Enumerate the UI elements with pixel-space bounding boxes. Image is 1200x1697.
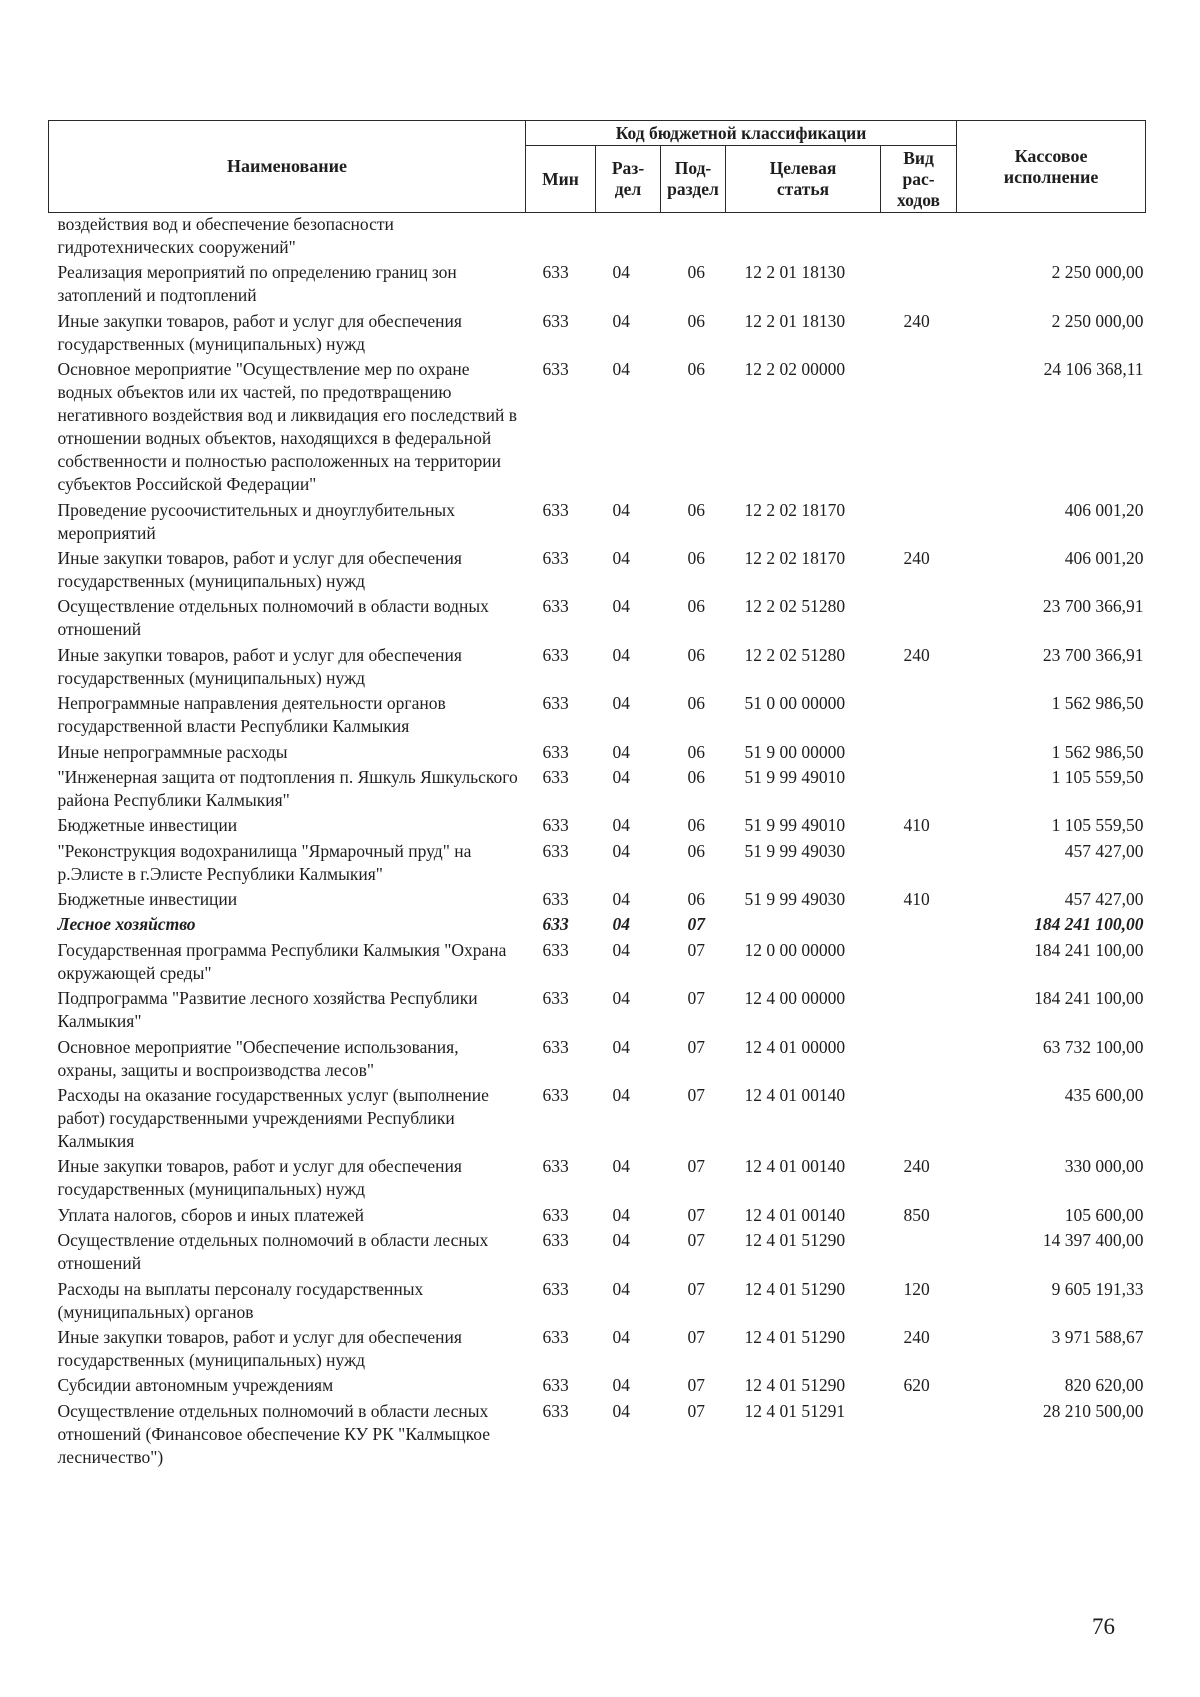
cell-name: Осуществление отдельных полномочий в области лесных отношений (Финансовое обеспечение КУ РК "Калмыцкое лесничество") [57,1400,490,1467]
table-row [49,741,1146,766]
cell-min: 633 [542,766,569,787]
cell-vr: 410 [903,889,930,910]
table-row [49,1374,1146,1399]
cell-razdel: 04 [612,644,630,665]
table-row [49,1155,1146,1203]
cell-razdel: 04 [612,1375,630,1396]
cell-min: 633 [542,1375,569,1396]
cell-razdel: 04 [612,889,630,910]
cell-cs [726,213,881,262]
cell-min: 633 [542,840,569,861]
header-celevaya-text: Целевая статья [769,158,837,199]
cell-vr: 240 [903,310,930,331]
cell-razdel: 04 [612,766,630,787]
cell-sum: 184 241 100,00 [1034,939,1144,960]
cell-podr: 07 [687,988,705,1009]
cell-razdel: 04 [612,499,630,520]
cell-razdel: 04 [612,1278,630,1299]
cell-sum: 14 397 400,00 [1042,1230,1144,1251]
cell-razdel: 04 [612,741,630,762]
cell-sum: 3 971 588,67 [1051,1326,1144,1347]
table-row [49,1229,1146,1277]
cell-cs: 12 2 02 18170 [744,547,846,568]
cell-sum: 184 241 100,00 [1034,988,1144,1009]
cell-cs: 51 9 99 49010 [744,766,846,787]
table-row [49,547,1146,595]
table-row [49,1084,1146,1155]
cell-min: 633 [542,644,569,665]
cell-vr [881,840,957,888]
cell-min: 633 [542,1278,569,1299]
cell-name: Иные закупки товаров, работ и услуг для обеспечения государственных (муниципальных) нужд [57,644,462,688]
cell-cs: 12 4 01 51291 [744,1400,846,1421]
header-vid-text: Вид рас- ходов [897,147,940,210]
cell-name: Реализация мероприятий по определению границ зон затоплений и подтоплений [57,262,457,306]
cell-sum: 9 605 191,33 [1051,1278,1144,1299]
cell-sum: 1 562 986,50 [1051,741,1144,762]
cell-podr: 06 [687,262,705,283]
cell-vr [881,499,957,547]
cell-name: Иные непрограммные расходы [57,741,288,762]
cell-podr: 06 [687,766,705,787]
cell-cs: 12 2 02 00000 [744,359,846,380]
cell-sum: 2 250 000,00 [1051,262,1144,283]
cell-podr: 06 [687,840,705,861]
cell-podr: 06 [687,596,705,617]
cell-sum: 457 427,00 [1064,840,1144,861]
cell-min: 633 [542,310,569,331]
cell-name: Подпрограмма "Развитие лесного хозяйства Республики Калмыкия" [57,988,478,1032]
cell-sum: 2 250 000,00 [1051,310,1144,331]
cell-sum: 28 210 500,00 [1042,1400,1144,1421]
cell-podr: 07 [687,1375,705,1396]
cell-cs: 51 9 99 49030 [744,840,846,861]
table-body [49,213,1146,1472]
table-row [49,499,1146,547]
cell-podr: 07 [687,1156,705,1177]
cell-name: "Реконструкция водохранилища "Ярмарочный пруд" на р.Элисте в г.Элисте Республики Калмыкия" [57,840,472,884]
cell-razdel: 04 [612,596,630,617]
cell-vr [881,1084,957,1155]
cell-podr: 07 [687,1085,705,1106]
cell-razdel: 04 [612,1204,630,1225]
cell-podr: 07 [687,1036,705,1057]
cell-razdel: 04 [612,1036,630,1057]
cell-razdel: 04 [612,1156,630,1177]
cell-name: Лесное хозяйство [57,914,196,935]
cell-name: Иные закупки товаров, работ и услуг для обеспечения государственных (муниципальных) нужд [57,310,462,354]
cell-sum: 457 427,00 [1064,889,1144,910]
cell-vr [881,1036,957,1084]
cell-sum: 105 600,00 [1064,1204,1144,1225]
cell-name: Бюджетные инвестиции [57,815,238,836]
cell-cs: 12 4 01 00140 [744,1085,846,1106]
cell-vr [881,692,957,740]
cell-name: Основное мероприятие "Обеспечение использования, охраны, защиты и воспроизводства лесов" [57,1036,459,1080]
cell-vr: 240 [903,547,930,568]
cell-podr: 07 [687,914,705,935]
cell-razdel: 04 [612,988,630,1009]
cell-sum: 24 106 368,11 [1043,359,1144,380]
cell-podr: 06 [687,693,705,714]
cell-name: Основное мероприятие "Осуществление мер по охране водных объектов или их частей, по предотвращению негативного воздействия вод и ликвидация его последствий в отношении водных объектов, находящихся в федеральной собственности и полностью расположенных на территории субъектов Российской Федерации" [57,359,518,495]
cell-min: 633 [542,741,569,762]
cell-razdel: 04 [612,815,630,836]
cell-razdel: 04 [612,1085,630,1106]
cell-razdel: 04 [612,1230,630,1251]
section-row [49,913,1146,938]
cell-cs: 12 4 01 51290 [744,1278,846,1299]
cell-cs: 12 4 01 51290 [744,1230,846,1251]
cell-min: 633 [542,499,569,520]
cell-min: 633 [542,359,569,380]
cell-razdel: 04 [612,1400,630,1421]
cell-min: 633 [542,262,569,283]
table-row [49,213,1146,262]
header-name: Наименование [49,121,526,213]
cell-razdel: 04 [612,1326,630,1347]
cell-name: Расходы на выплаты персоналу государственных (муниципальных) органов [57,1278,424,1322]
cell-name: Осуществление отдельных полномочий в области водных отношений [57,596,489,640]
cell-vr: 240 [903,644,930,665]
cell-cs: 12 2 01 18130 [744,262,846,283]
cell-podr: 06 [687,359,705,380]
cell-vr [881,766,957,814]
header-execution [957,121,1146,213]
cell-razdel: 04 [612,310,630,331]
table-row [49,766,1146,814]
table-header [49,121,1146,213]
cell-razdel: 04 [612,939,630,960]
cell-min: 633 [542,939,569,960]
header-razdel-text: Раз- дел [611,158,645,199]
cell-vr [881,213,957,262]
cell-min: 633 [542,988,569,1009]
cell-razdel: 04 [612,693,630,714]
cell-razdel: 04 [612,914,630,935]
cell-cs: 12 4 01 51290 [744,1375,846,1396]
table-row [49,814,1146,839]
cell-sum: 1 105 559,50 [1051,815,1144,836]
cell-cs: 12 4 01 51290 [744,1326,846,1347]
cell-cs: 12 2 02 18170 [744,499,846,520]
header-vid [881,146,957,213]
cell-podr: 06 [687,644,705,665]
cell-name: Бюджетные инвестиции [57,889,238,910]
cell-vr [881,595,957,643]
cell-name: Субсидии автономным учреждениям [57,1375,334,1396]
table-row [49,1326,1146,1374]
cell-name: воздействия вод и обеспечение безопасности гидротехнических сооружений" [57,214,394,257]
table-row [49,840,1146,888]
cell-vr [881,987,957,1035]
cell-sum: 406 001,20 [1064,499,1144,520]
cell-name: Иные закупки товаров, работ и услуг для обеспечения государственных (муниципальных) нужд [57,1326,462,1370]
cell-min: 633 [542,889,569,910]
cell-min [526,213,596,262]
table-row [49,888,1146,913]
cell-name: Расходы на оказание государственных услуг (выполнение работ) государственными учреждениями Республики Калмыкия [57,1085,489,1152]
cell-cs: 12 2 02 51280 [744,596,846,617]
table-row [49,692,1146,740]
cell-sum: 23 700 366,91 [1042,596,1144,617]
table-row [49,987,1146,1035]
cell-sum: 1 562 986,50 [1051,693,1144,714]
table-row [49,261,1146,309]
cell-sum: 63 732 100,00 [1042,1036,1144,1057]
table-row [49,1278,1146,1326]
cell-vr [881,261,957,309]
cell-min: 633 [542,1400,569,1421]
cell-name: "Инженерная защита от подтопления п. Яшкуль Яшкульского района Республики Калмыкия" [57,766,518,810]
cell-min: 633 [542,596,569,617]
cell-razdel: 04 [612,840,630,861]
cell-sum: 23 700 366,91 [1042,644,1144,665]
cell-podr: 06 [687,815,705,836]
cell-podr: 06 [687,310,705,331]
cell-podr: 06 [687,741,705,762]
cell-min: 633 [542,1156,569,1177]
cell-razdel: 04 [612,359,630,380]
cell-vr: 620 [903,1375,930,1396]
cell-min: 633 [542,914,569,935]
header-celevaya [726,146,881,213]
cell-sum: 820 620,00 [1064,1375,1144,1396]
cell-podr: 07 [687,1278,705,1299]
cell-vr [881,913,957,938]
cell-cs: 12 2 02 51280 [744,644,846,665]
cell-podr: 06 [687,547,705,568]
cell-name: Иные закупки товаров, работ и услуг для обеспечения государственных (муниципальных) нужд [57,547,462,591]
cell-sum: 435 600,00 [1064,1085,1144,1106]
cell-min: 633 [542,1036,569,1057]
header-podrazdel [661,146,726,213]
cell-podr: 06 [687,499,705,520]
table-row [49,644,1146,692]
table-row [49,1204,1146,1229]
cell-razdel: 04 [612,262,630,283]
cell-podr: 07 [687,1400,705,1421]
cell-podr: 07 [687,1230,705,1251]
cell-razdel: 04 [612,547,630,568]
cell-vr: 850 [903,1204,930,1225]
cell-cs: 51 9 00 00000 [744,741,846,762]
cell-vr [881,358,957,498]
cell-podr: 06 [687,889,705,910]
cell-min: 633 [542,1085,569,1106]
cell-cs: 12 2 01 18130 [744,310,846,331]
cell-cs: 12 4 01 00140 [744,1156,846,1177]
cell-cs: 51 9 99 49010 [744,815,846,836]
cell-name: Уплата налогов, сборов и иных платежей [57,1204,364,1225]
cell-sum: 184 241 100,00 [1034,914,1144,935]
cell-min: 633 [542,547,569,568]
cell-min: 633 [542,815,569,836]
cell-sum: 330 000,00 [1064,1156,1144,1177]
cell-vr: 120 [903,1278,930,1299]
cell-cs: 12 0 00 00000 [744,939,846,960]
cell-name: Проведение русоочистительных и дноуглубительных мероприятий [57,499,455,543]
cell-cs: 12 4 01 00000 [744,1036,846,1057]
cell-podr [661,213,726,262]
budget-execution-table [48,120,1146,1471]
cell-name: Непрограммные направления деятельности органов государственной власти Республики Калмыкия [57,693,446,737]
table-row [49,1400,1146,1471]
cell-vr: 410 [903,815,930,836]
table-row [49,595,1146,643]
cell-podr: 07 [687,939,705,960]
cell-vr [881,741,957,766]
cell-vr [881,1229,957,1277]
cell-cs: 12 4 01 00140 [744,1204,846,1225]
cell-sum: 406 001,20 [1064,547,1144,568]
header-min: Мин [526,146,596,213]
cell-cs: 51 9 99 49030 [744,889,846,910]
header-razdel [596,146,661,213]
header-execution-text: Кассовое исполнение [1003,145,1099,187]
cell-razdel [596,213,661,262]
table-row [49,939,1146,987]
cell-vr [881,1400,957,1471]
cell-cs [726,913,881,938]
table-row [49,310,1146,358]
page-number: 76 [1092,1614,1115,1639]
cell-sum [957,213,1146,262]
cell-podr: 07 [687,1204,705,1225]
cell-min: 633 [542,1326,569,1347]
cell-vr: 240 [903,1326,930,1347]
cell-name: Иные закупки товаров, работ и услуг для обеспечения государственных (муниципальных) нужд [57,1156,462,1200]
header-budget-code: Код бюджетной классификации [526,121,957,146]
cell-vr: 240 [903,1156,930,1177]
cell-name: Государственная программа Республики Калмыкия "Охрана окружающей среды" [57,939,507,983]
cell-cs: 51 0 00 00000 [744,693,846,714]
table-row [49,1036,1146,1084]
cell-podr: 07 [687,1326,705,1347]
cell-min: 633 [542,1230,569,1251]
cell-vr [881,939,957,987]
cell-name: Осуществление отдельных полномочий в области лесных отношений [57,1230,489,1274]
table-row [49,358,1146,498]
cell-cs: 12 4 00 00000 [744,988,846,1009]
cell-sum: 1 105 559,50 [1051,766,1144,787]
header-podrazdel-text: Под- раздел [667,158,719,199]
cell-min: 633 [542,693,569,714]
cell-min: 633 [542,1204,569,1225]
